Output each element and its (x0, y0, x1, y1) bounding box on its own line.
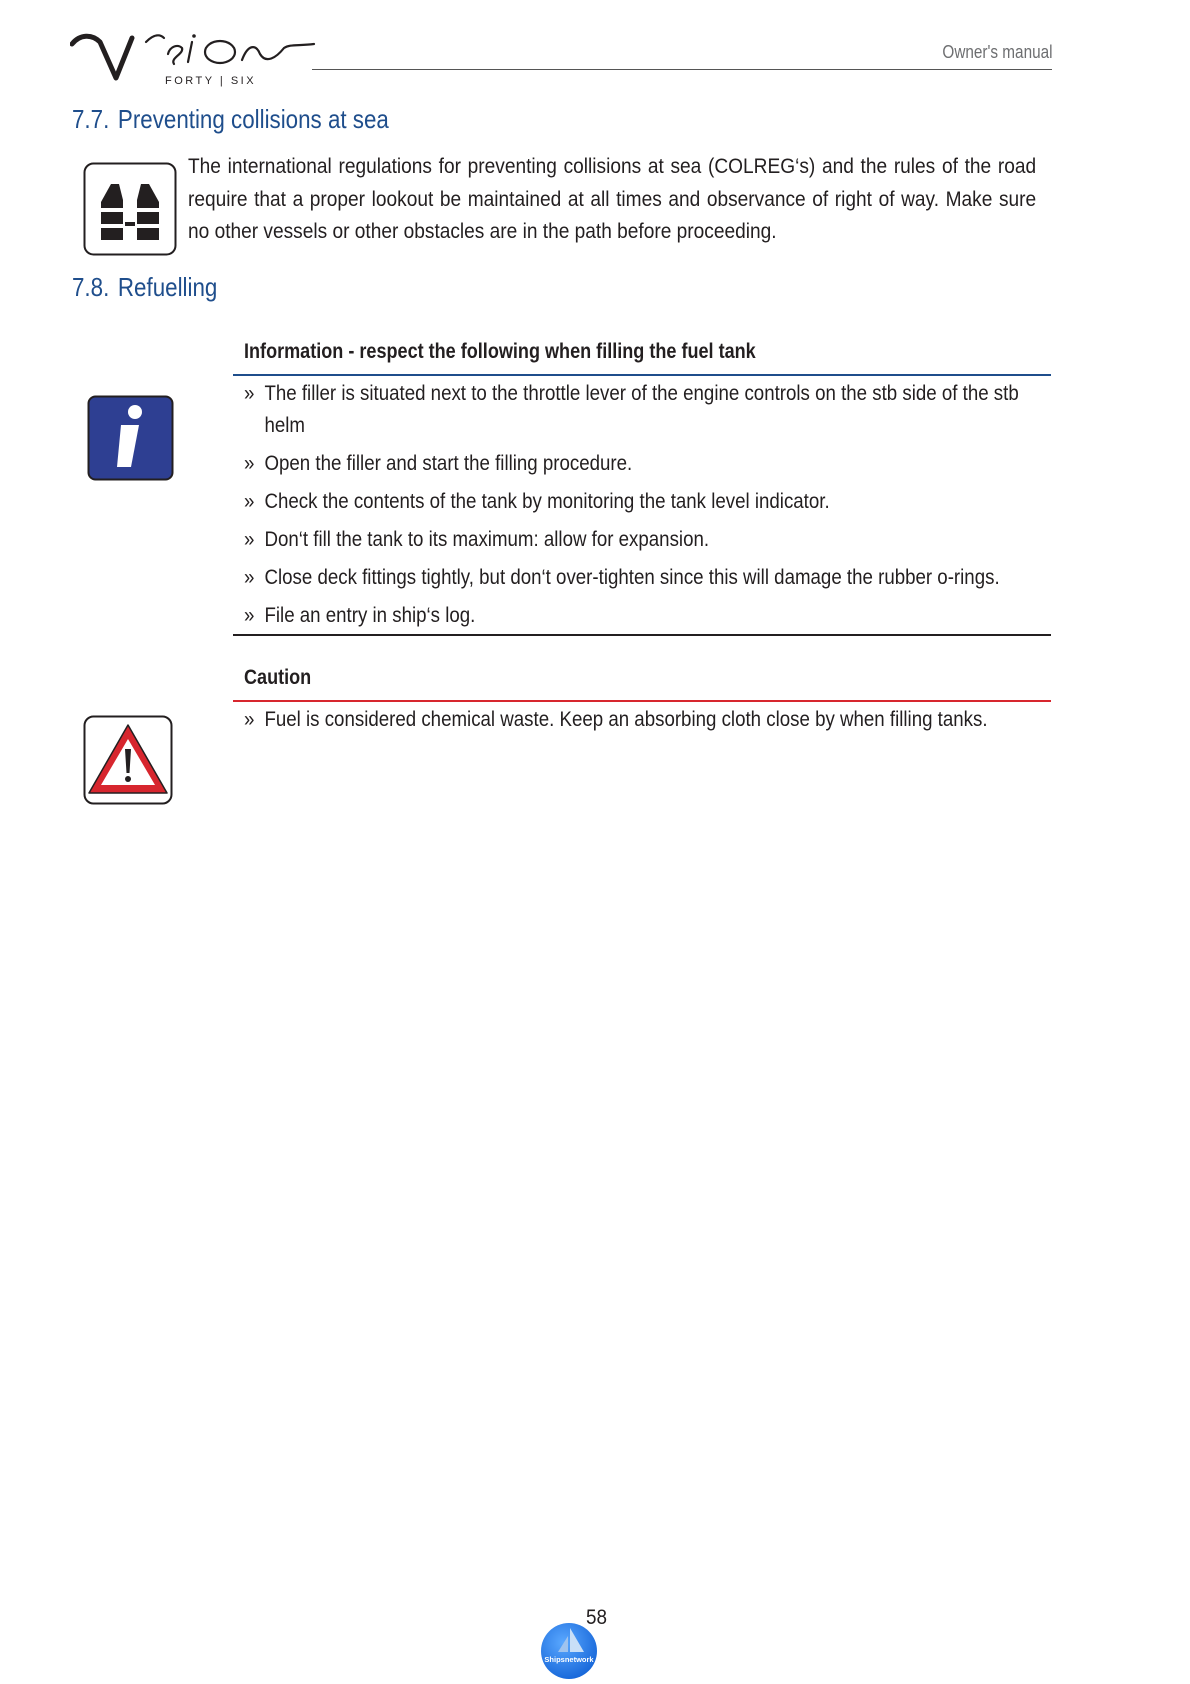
section-title: Preventing collisions at sea (117, 104, 389, 134)
info-title: Information - respect the following when filling the fuel tank (244, 340, 756, 363)
logo-subtitle: FORTY | SIX (165, 75, 257, 87)
section-title: Refuelling (117, 272, 218, 302)
bullet: » (244, 382, 255, 405)
bullet: » (244, 452, 255, 475)
info-bottom-rule (233, 634, 1051, 636)
bullet: » (244, 566, 255, 589)
bullet: » (244, 604, 255, 627)
warning-triangle-icon (83, 715, 173, 805)
bullet: » (244, 528, 255, 551)
bullet: » (244, 708, 255, 731)
section-number: 7.8. (72, 272, 110, 302)
list-item: » Fuel is considered chemical waste. Keep an absorbing cloth close by when filling tanks. (244, 704, 1041, 742)
list-item: » Open the filler and start the filling procedure. (244, 448, 1041, 486)
section-heading-7-7 (72, 104, 389, 135)
section-heading-7-8 (72, 272, 217, 303)
list-item: » Don‘t fill the tank to its maximum: allow for expansion. (244, 524, 1041, 562)
list-item: » Close deck fittings tightly, but don‘t over-tighten since this will damage the rubber o-rings. (244, 562, 1041, 600)
section-7-7-paragraph: The international regulations for preventing collisions at sea (COLREG‘s) and the rules of the road require that a proper lookout be maintained at all times and observance of right of way. Make sure no other vessels or other obstacles are in the path before proceeding. (188, 155, 1037, 243)
section-number: 7.7. (72, 104, 110, 134)
shipsnetwork-badge-icon (540, 1622, 598, 1680)
list-item: » Check the contents of the tank by monitoring the tank level indicator. (244, 486, 1041, 524)
header-divider (312, 69, 1052, 70)
list-item: » File an entry in ship‘s log. (244, 600, 1041, 638)
bullet: » (244, 490, 255, 513)
caution-title: Caution (244, 666, 312, 689)
life-jacket-icon (83, 162, 177, 256)
info-top-rule (233, 374, 1051, 376)
info-list (244, 378, 1041, 638)
page-number: 58 (586, 1606, 608, 1629)
badge-text: Shipsnetwork (544, 1655, 594, 1664)
vision-logo (70, 28, 320, 88)
list-item: » The filler is situated next to the throttle lever of the engine controls on the stb side of the stb helm (244, 378, 1041, 448)
document-title: Owner's manual (941, 42, 1052, 62)
caution-top-rule (233, 700, 1051, 702)
caution-list (244, 704, 1041, 742)
info-icon (87, 395, 174, 481)
